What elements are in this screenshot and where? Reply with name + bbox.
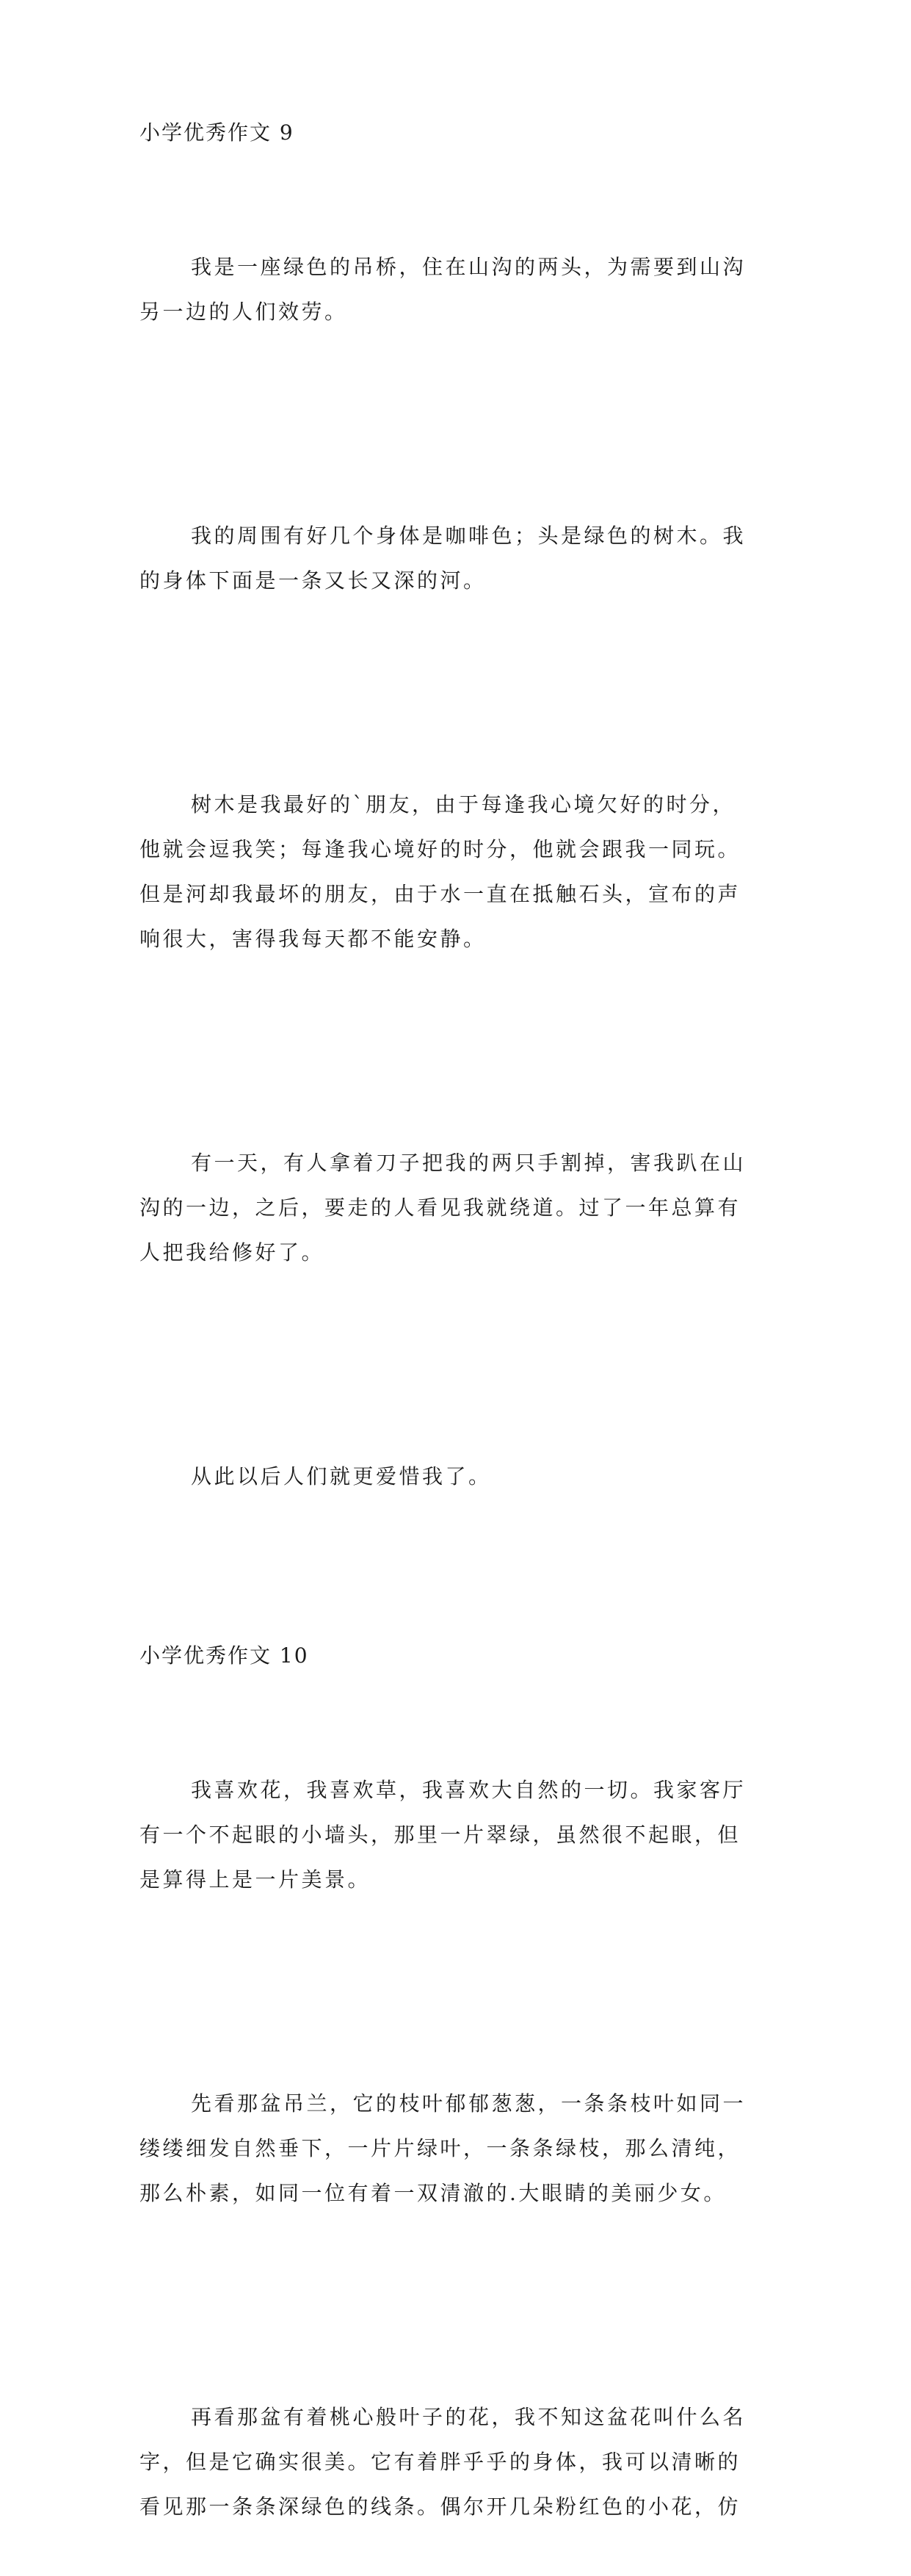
text-line: 响很大，害得我每天都不能安静。 (139, 927, 487, 951)
text-line: 有一个不起眼的小墙头，那里一片翠绿，虽然很不起眼，但 (139, 1823, 741, 1847)
text-line: 缕缕细发自然垂下，一片片绿叶，一条条绿枝，那么清纯， (139, 2136, 741, 2160)
text-line: 字，但是它确实很美。它有着胖乎乎的身体，我可以清晰的 (139, 2450, 741, 2474)
text-line: 我是一座绿色的吊桥，住在山沟的两头，为需要到山沟 (191, 255, 747, 279)
paragraph (139, 1991, 771, 2305)
text-line: 再看那盆有着桃心般叶子的花，我不知这盆花叫什么名 (191, 2405, 747, 2429)
text-line: 人把我给修好了。 (139, 1240, 325, 1265)
paragraph (139, 692, 771, 1051)
section-title: 小学优秀作文 9 (139, 120, 294, 145)
text-line: 那么朴素，如同一位有着一双清澈的.大眼睛的美丽少女。 (139, 2181, 727, 2205)
text-line: 从此以后人们就更爱惜我了。 (191, 1464, 492, 1488)
text-line: 有一天，有人拿着刀子把我的两只手割掉，害我趴在山 (191, 1151, 747, 1175)
paragraph (139, 155, 771, 424)
paragraph (139, 424, 771, 692)
paragraph (139, 1051, 771, 1364)
text-line: 是算得上是一片美景。 (139, 1867, 371, 1892)
text-line: 另一边的人们效劳。 (139, 300, 348, 324)
section-title: 小学优秀作文 10 (139, 1643, 309, 1668)
text-line: 看见那一条条深绿色的线条。偶尔开几朵粉红色的小花，仿 (139, 2494, 741, 2519)
text-line: 但是河却我最坏的朋友，由于水一直在抵触石头，宣布的声 (139, 882, 741, 906)
paragraph (139, 2305, 771, 2576)
text-line: 我喜欢花，我喜欢草，我喜欢大自然的一切。我家客厅 (191, 1778, 747, 1802)
text-line: 沟的一边，之后，要走的人看见我就绕道。过了一年总算有 (139, 1195, 741, 1220)
essay-section-9 (139, 110, 771, 1588)
text-line: 先看那盆吊兰，它的枝叶郁郁葱葱，一条条枝叶如同一 (191, 2091, 747, 2116)
paragraph (139, 1678, 771, 1991)
essay-section-10 (139, 1633, 771, 2576)
text-line: 树木是我最好的`朋友，由于每逢我心境欠好的时分， (191, 792, 736, 817)
paragraph (139, 1364, 771, 1588)
text-line: 我的周围有好几个身体是咖啡色；头是绿色的树木。我 (191, 524, 747, 548)
text-line: 的身体下面是一条又长又深的河。 (139, 568, 487, 593)
text-line: 他就会逗我笑；每逢我心境好的时分，他就会跟我一同玩。 (139, 837, 741, 861)
document-page (139, 110, 771, 2576)
